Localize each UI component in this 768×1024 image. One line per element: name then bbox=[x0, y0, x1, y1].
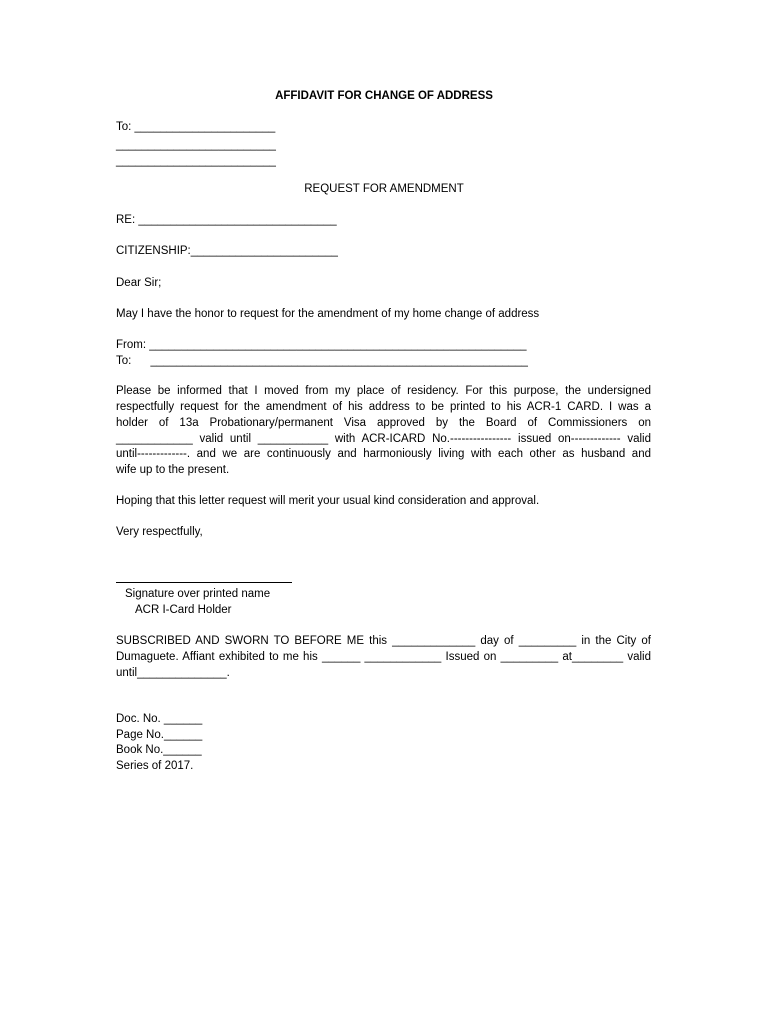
to-address-line: To: ___________________________________________________________ bbox=[116, 355, 528, 367]
closing-hope: Hoping that this letter request will merit your usual kind consideration and approval. bbox=[116, 495, 540, 507]
body-line: Please be informed that I moved from my place of residency. For this purpose, the undersigned bbox=[116, 385, 651, 397]
to-line: To: ______________________ bbox=[116, 121, 276, 133]
body-line: holder of 13a Probationary/permanent Visa approved by the Board of Commissioners on bbox=[116, 417, 651, 429]
page-no: Page No.______ bbox=[116, 729, 203, 741]
sworn-line: SUBSCRIBED AND SWORN TO BEFORE ME this _____________ day of _________ in the City of bbox=[116, 635, 651, 647]
series: Series of 2017. bbox=[116, 760, 194, 772]
signature-label: Signature over printed name bbox=[125, 588, 271, 600]
sworn-line: until______________. bbox=[116, 667, 230, 679]
body-line: wife up to the present. bbox=[116, 464, 230, 476]
sworn-line: Dumaguete. Affiant exhibited to me his ______ ____________ Issued on _________ at________ valid bbox=[116, 651, 651, 663]
from-address-line: From: ___________________________________________________________ bbox=[116, 339, 527, 351]
doc-no: Doc. No. ______ bbox=[116, 713, 203, 725]
holder-label: ACR I-Card Holder bbox=[135, 604, 232, 616]
body-line: until-------------. and we are continuously and harmoniously living with each other as husband and bbox=[116, 448, 651, 460]
document-title: AFFIDAVIT FOR CHANGE OF ADDRESS bbox=[275, 90, 493, 102]
intro-paragraph: May I have the honor to request for the amendment of my home change of address bbox=[116, 308, 540, 320]
valediction: Very respectfully, bbox=[116, 526, 203, 538]
book-no: Book No.______ bbox=[116, 744, 202, 756]
body-line: respectfully request for the amendment of his address to be printed to his ACR-1 CARD. I was a bbox=[116, 401, 651, 413]
signature-line bbox=[116, 582, 292, 583]
body-line: ____________ valid until ___________ with ACR-ICARD No.---------------- issued on------------- valid bbox=[116, 433, 651, 445]
document-subtitle: REQUEST FOR AMENDMENT bbox=[304, 183, 464, 195]
re-line: RE: _______________________________ bbox=[116, 214, 337, 226]
salutation: Dear Sir; bbox=[116, 277, 162, 289]
to-line-2: _________________________ bbox=[116, 139, 276, 151]
to-line-3: _________________________ bbox=[116, 155, 276, 167]
citizenship-line: CITIZENSHIP:_______________________ bbox=[116, 245, 338, 257]
